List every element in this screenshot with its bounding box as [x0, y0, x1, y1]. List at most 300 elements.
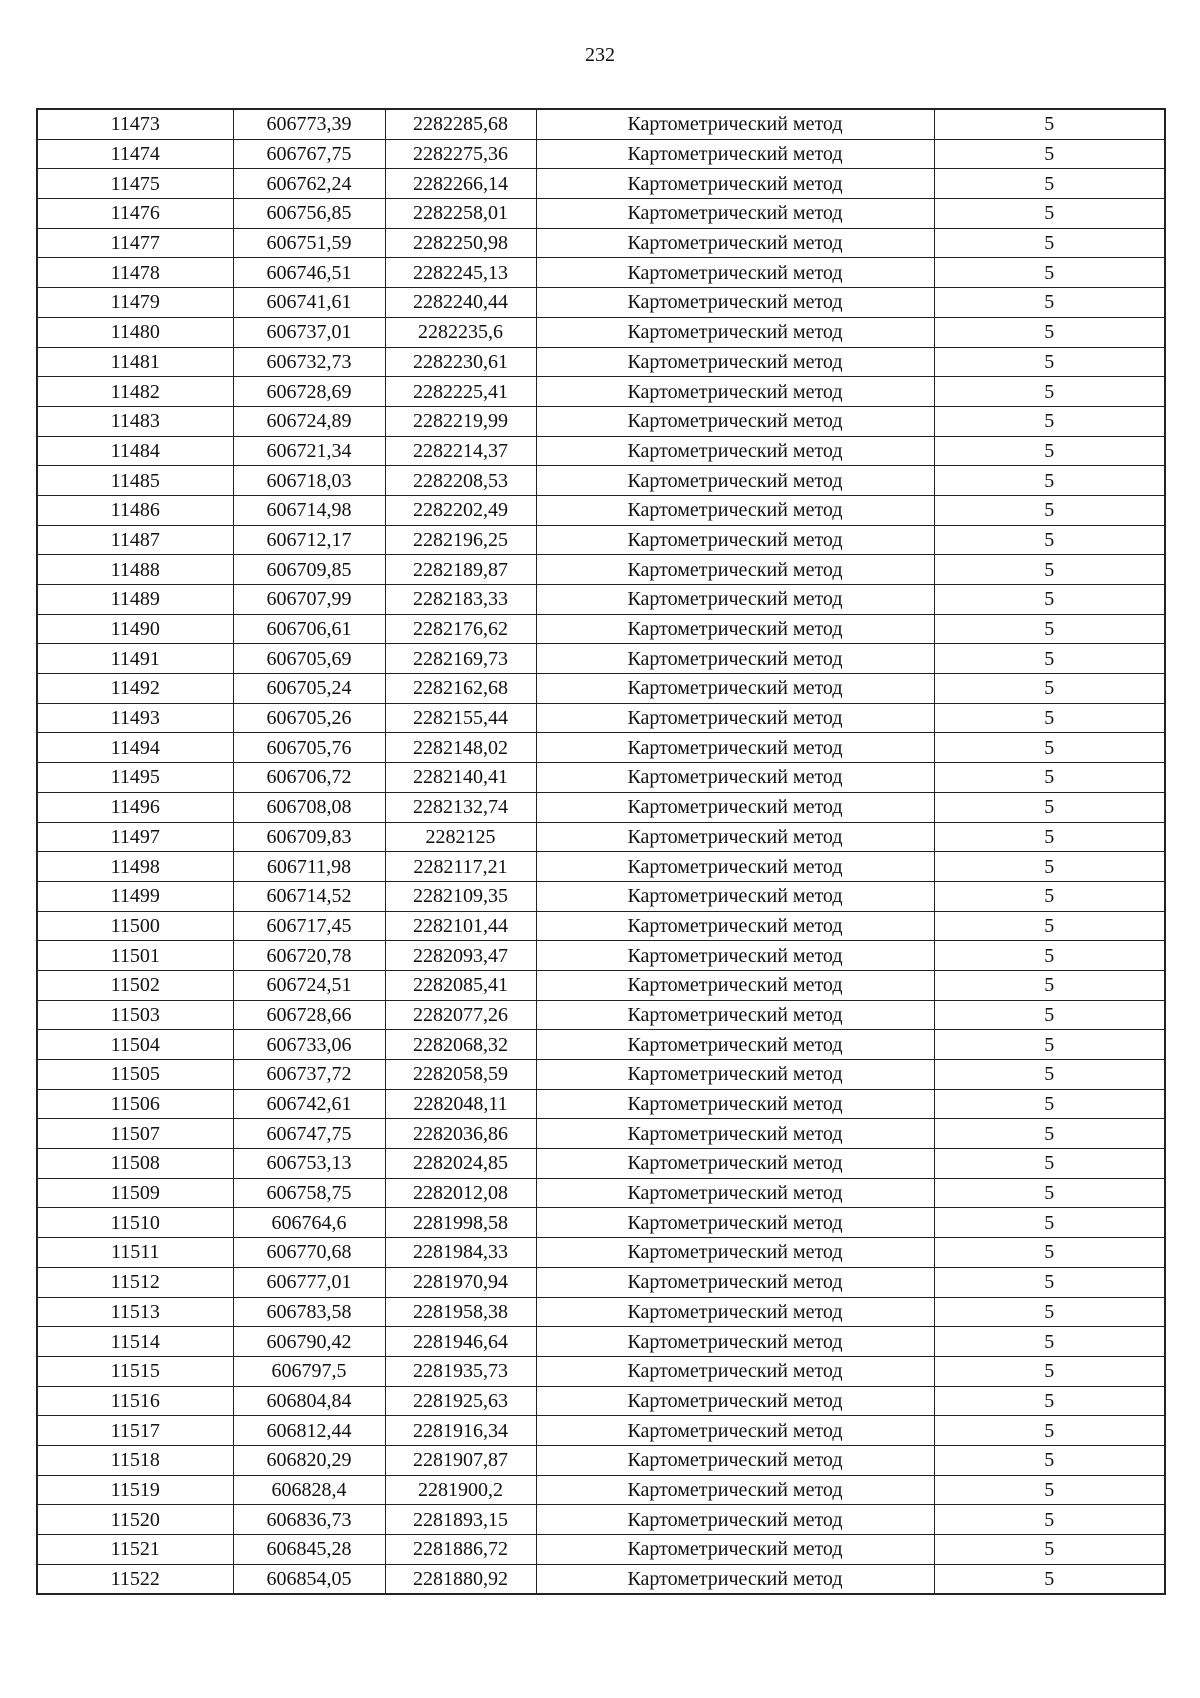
precision-cell: 5 [934, 941, 1165, 971]
table-row [37, 109, 1165, 139]
table-row [37, 1030, 1165, 1060]
y-coordinate-cell: 2282235,6 [385, 317, 536, 347]
table-row [37, 406, 1165, 436]
y-coordinate-cell: 2282189,87 [385, 555, 536, 585]
x-coordinate-cell: 606804,84 [233, 1386, 385, 1416]
x-coordinate-cell: 606747,75 [233, 1119, 385, 1149]
y-coordinate-cell: 2282169,73 [385, 644, 536, 674]
x-coordinate-cell: 606733,06 [233, 1030, 385, 1060]
x-coordinate-cell: 606767,75 [233, 139, 385, 169]
point-number-cell: 11502 [37, 970, 233, 1000]
point-number-cell: 11499 [37, 881, 233, 911]
x-coordinate-cell: 606724,89 [233, 406, 385, 436]
table-row [37, 1327, 1165, 1357]
precision-cell: 5 [934, 406, 1165, 436]
table-row [37, 1297, 1165, 1327]
method-cell: Картометрический метод [536, 109, 934, 139]
method-cell: Картометрический метод [536, 406, 934, 436]
y-coordinate-cell: 2281925,63 [385, 1386, 536, 1416]
point-number-cell: 11478 [37, 258, 233, 288]
method-cell: Картометрический метод [536, 852, 934, 882]
method-cell: Картометрический метод [536, 970, 934, 1000]
x-coordinate-cell: 606790,42 [233, 1327, 385, 1357]
method-cell: Картометрический метод [536, 466, 934, 496]
y-coordinate-cell: 2282230,61 [385, 347, 536, 377]
y-coordinate-cell: 2281998,58 [385, 1208, 536, 1238]
x-coordinate-cell: 606721,34 [233, 436, 385, 466]
method-cell: Картометрический метод [536, 495, 934, 525]
method-cell: Картометрический метод [536, 1208, 934, 1238]
y-coordinate-cell: 2282058,59 [385, 1060, 536, 1090]
table-row [37, 1356, 1165, 1386]
precision-cell: 5 [934, 674, 1165, 704]
point-number-cell: 11515 [37, 1356, 233, 1386]
point-number-cell: 11483 [37, 406, 233, 436]
method-cell: Картометрический метод [536, 1386, 934, 1416]
x-coordinate-cell: 606770,68 [233, 1238, 385, 1268]
point-number-cell: 11490 [37, 614, 233, 644]
point-number-cell: 11482 [37, 377, 233, 407]
precision-cell: 5 [934, 317, 1165, 347]
method-cell: Картометрический метод [536, 377, 934, 407]
method-cell: Картометрический метод [536, 1475, 934, 1505]
y-coordinate-cell: 2282258,01 [385, 199, 536, 229]
y-coordinate-cell: 2281946,64 [385, 1327, 536, 1357]
precision-cell: 5 [934, 377, 1165, 407]
point-number-cell: 11506 [37, 1089, 233, 1119]
method-cell: Картометрический метод [536, 614, 934, 644]
precision-cell: 5 [934, 1030, 1165, 1060]
table-row [37, 1445, 1165, 1475]
x-coordinate-cell: 606741,61 [233, 288, 385, 318]
point-number-cell: 11485 [37, 466, 233, 496]
y-coordinate-cell: 2282148,02 [385, 733, 536, 763]
y-coordinate-cell: 2282155,44 [385, 703, 536, 733]
method-cell: Картометрический метод [536, 911, 934, 941]
y-coordinate-cell: 2282285,68 [385, 109, 536, 139]
y-coordinate-cell: 2281900,2 [385, 1475, 536, 1505]
point-number-cell: 11491 [37, 644, 233, 674]
point-number-cell: 11479 [37, 288, 233, 318]
method-cell: Картометрический метод [536, 228, 934, 258]
method-cell: Картометрический метод [536, 525, 934, 555]
point-number-cell: 11486 [37, 495, 233, 525]
x-coordinate-cell: 606828,4 [233, 1475, 385, 1505]
precision-cell: 5 [934, 1297, 1165, 1327]
table-body [37, 109, 1165, 1594]
point-number-cell: 11514 [37, 1327, 233, 1357]
precision-cell: 5 [934, 1386, 1165, 1416]
method-cell: Картометрический метод [536, 317, 934, 347]
method-cell: Картометрический метод [536, 555, 934, 585]
point-number-cell: 11498 [37, 852, 233, 882]
precision-cell: 5 [934, 228, 1165, 258]
point-number-cell: 11519 [37, 1475, 233, 1505]
table-row [37, 228, 1165, 258]
table-row [37, 555, 1165, 585]
method-cell: Картометрический метод [536, 1564, 934, 1594]
table-row [37, 495, 1165, 525]
table-row [37, 822, 1165, 852]
precision-cell: 5 [934, 911, 1165, 941]
x-coordinate-cell: 606764,6 [233, 1208, 385, 1238]
table-row [37, 644, 1165, 674]
x-coordinate-cell: 606718,03 [233, 466, 385, 496]
point-number-cell: 11496 [37, 792, 233, 822]
precision-cell: 5 [934, 1416, 1165, 1446]
x-coordinate-cell: 606773,39 [233, 109, 385, 139]
point-number-cell: 11509 [37, 1178, 233, 1208]
y-coordinate-cell: 2282196,25 [385, 525, 536, 555]
table-row [37, 1564, 1165, 1594]
x-coordinate-cell: 606797,5 [233, 1356, 385, 1386]
precision-cell: 5 [934, 466, 1165, 496]
y-coordinate-cell: 2282162,68 [385, 674, 536, 704]
method-cell: Картометрический метод [536, 347, 934, 377]
x-coordinate-cell: 606709,85 [233, 555, 385, 585]
method-cell: Картометрический метод [536, 288, 934, 318]
precision-cell: 5 [934, 763, 1165, 793]
method-cell: Картометрический метод [536, 644, 934, 674]
table-row [37, 911, 1165, 941]
point-number-cell: 11513 [37, 1297, 233, 1327]
table-row [37, 1267, 1165, 1297]
x-coordinate-cell: 606845,28 [233, 1535, 385, 1565]
y-coordinate-cell: 2282140,41 [385, 763, 536, 793]
x-coordinate-cell: 606737,01 [233, 317, 385, 347]
table-row [37, 1238, 1165, 1268]
method-cell: Картометрический метод [536, 139, 934, 169]
y-coordinate-cell: 2282101,44 [385, 911, 536, 941]
point-number-cell: 11494 [37, 733, 233, 763]
precision-cell: 5 [934, 495, 1165, 525]
method-cell: Картометрический метод [536, 585, 934, 615]
precision-cell: 5 [934, 585, 1165, 615]
method-cell: Картометрический метод [536, 1149, 934, 1179]
table-row [37, 199, 1165, 229]
precision-cell: 5 [934, 139, 1165, 169]
y-coordinate-cell: 2282132,74 [385, 792, 536, 822]
table-row [37, 1386, 1165, 1416]
table-row [37, 258, 1165, 288]
method-cell: Картометрический метод [536, 1030, 934, 1060]
method-cell: Картометрический метод [536, 199, 934, 229]
method-cell: Картометрический метод [536, 1238, 934, 1268]
point-number-cell: 11508 [37, 1149, 233, 1179]
method-cell: Картометрический метод [536, 1000, 934, 1030]
table-row [37, 1178, 1165, 1208]
x-coordinate-cell: 606724,51 [233, 970, 385, 1000]
point-number-cell: 11488 [37, 555, 233, 585]
point-number-cell: 11495 [37, 763, 233, 793]
table-row [37, 852, 1165, 882]
precision-cell: 5 [934, 436, 1165, 466]
y-coordinate-cell: 2282125 [385, 822, 536, 852]
x-coordinate-cell: 606705,76 [233, 733, 385, 763]
table-row [37, 1208, 1165, 1238]
x-coordinate-cell: 606783,58 [233, 1297, 385, 1327]
precision-cell: 5 [934, 1535, 1165, 1565]
precision-cell: 5 [934, 644, 1165, 674]
point-number-cell: 11522 [37, 1564, 233, 1594]
x-coordinate-cell: 606777,01 [233, 1267, 385, 1297]
page-number: 232 [585, 44, 615, 66]
precision-cell: 5 [934, 1089, 1165, 1119]
method-cell: Картометрический метод [536, 1327, 934, 1357]
x-coordinate-cell: 606705,26 [233, 703, 385, 733]
x-coordinate-cell: 606746,51 [233, 258, 385, 288]
x-coordinate-cell: 606756,85 [233, 199, 385, 229]
y-coordinate-cell: 2282275,36 [385, 139, 536, 169]
x-coordinate-cell: 606720,78 [233, 941, 385, 971]
x-coordinate-cell: 606751,59 [233, 228, 385, 258]
y-coordinate-cell: 2281880,92 [385, 1564, 536, 1594]
precision-cell: 5 [934, 1356, 1165, 1386]
precision-cell: 5 [934, 1119, 1165, 1149]
point-number-cell: 11516 [37, 1386, 233, 1416]
table-row [37, 1416, 1165, 1446]
table-row [37, 614, 1165, 644]
x-coordinate-cell: 606812,44 [233, 1416, 385, 1446]
y-coordinate-cell: 2281893,15 [385, 1505, 536, 1535]
y-coordinate-cell: 2282250,98 [385, 228, 536, 258]
table-row [37, 674, 1165, 704]
precision-cell: 5 [934, 614, 1165, 644]
precision-cell: 5 [934, 199, 1165, 229]
point-number-cell: 11511 [37, 1238, 233, 1268]
point-number-cell: 11484 [37, 436, 233, 466]
precision-cell: 5 [934, 347, 1165, 377]
table-row [37, 139, 1165, 169]
y-coordinate-cell: 2282068,32 [385, 1030, 536, 1060]
precision-cell: 5 [934, 1267, 1165, 1297]
table-row [37, 377, 1165, 407]
precision-cell: 5 [934, 1445, 1165, 1475]
method-cell: Картометрический метод [536, 1060, 934, 1090]
method-cell: Картометрический метод [536, 674, 934, 704]
precision-cell: 5 [934, 970, 1165, 1000]
method-cell: Картометрический метод [536, 1089, 934, 1119]
precision-cell: 5 [934, 109, 1165, 139]
table-row [37, 941, 1165, 971]
precision-cell: 5 [934, 1178, 1165, 1208]
table-row [37, 703, 1165, 733]
point-number-cell: 11517 [37, 1416, 233, 1446]
precision-cell: 5 [934, 703, 1165, 733]
point-number-cell: 11489 [37, 585, 233, 615]
precision-cell: 5 [934, 169, 1165, 199]
x-coordinate-cell: 606758,75 [233, 1178, 385, 1208]
table-row [37, 347, 1165, 377]
method-cell: Картометрический метод [536, 1297, 934, 1327]
x-coordinate-cell: 606742,61 [233, 1089, 385, 1119]
y-coordinate-cell: 2282109,35 [385, 881, 536, 911]
x-coordinate-cell: 606707,99 [233, 585, 385, 615]
method-cell: Картометрический метод [536, 1505, 934, 1535]
y-coordinate-cell: 2282024,85 [385, 1149, 536, 1179]
y-coordinate-cell: 2282036,86 [385, 1119, 536, 1149]
point-number-cell: 11510 [37, 1208, 233, 1238]
x-coordinate-cell: 606854,05 [233, 1564, 385, 1594]
y-coordinate-cell: 2281984,33 [385, 1238, 536, 1268]
precision-cell: 5 [934, 792, 1165, 822]
coordinates-table [36, 108, 1166, 1595]
table-row [37, 317, 1165, 347]
x-coordinate-cell: 606762,24 [233, 169, 385, 199]
x-coordinate-cell: 606732,73 [233, 347, 385, 377]
table-row [37, 1060, 1165, 1090]
method-cell: Картометрический метод [536, 792, 934, 822]
x-coordinate-cell: 606709,83 [233, 822, 385, 852]
x-coordinate-cell: 606717,45 [233, 911, 385, 941]
x-coordinate-cell: 606706,72 [233, 763, 385, 793]
table-row [37, 1149, 1165, 1179]
precision-cell: 5 [934, 1327, 1165, 1357]
x-coordinate-cell: 606836,73 [233, 1505, 385, 1535]
method-cell: Картометрический метод [536, 169, 934, 199]
table-row [37, 881, 1165, 911]
method-cell: Картометрический метод [536, 1416, 934, 1446]
precision-cell: 5 [934, 733, 1165, 763]
point-number-cell: 11501 [37, 941, 233, 971]
method-cell: Картометрический метод [536, 763, 934, 793]
y-coordinate-cell: 2282093,47 [385, 941, 536, 971]
table-row [37, 970, 1165, 1000]
table-row [37, 1475, 1165, 1505]
precision-cell: 5 [934, 1475, 1165, 1505]
precision-cell: 5 [934, 525, 1165, 555]
y-coordinate-cell: 2282208,53 [385, 466, 536, 496]
precision-cell: 5 [934, 1208, 1165, 1238]
y-coordinate-cell: 2282085,41 [385, 970, 536, 1000]
x-coordinate-cell: 606711,98 [233, 852, 385, 882]
precision-cell: 5 [934, 258, 1165, 288]
precision-cell: 5 [934, 1149, 1165, 1179]
table-row [37, 792, 1165, 822]
table-row [37, 466, 1165, 496]
point-number-cell: 11481 [37, 347, 233, 377]
point-number-cell: 11504 [37, 1030, 233, 1060]
x-coordinate-cell: 606737,72 [233, 1060, 385, 1090]
table-row [37, 1505, 1165, 1535]
method-cell: Картометрический метод [536, 1267, 934, 1297]
y-coordinate-cell: 2282202,49 [385, 495, 536, 525]
method-cell: Картометрический метод [536, 941, 934, 971]
table-row [37, 1535, 1165, 1565]
y-coordinate-cell: 2281916,34 [385, 1416, 536, 1446]
point-number-cell: 11492 [37, 674, 233, 704]
y-coordinate-cell: 2282245,13 [385, 258, 536, 288]
x-coordinate-cell: 606705,24 [233, 674, 385, 704]
point-number-cell: 11512 [37, 1267, 233, 1297]
method-cell: Картометрический метод [536, 1445, 934, 1475]
y-coordinate-cell: 2282012,08 [385, 1178, 536, 1208]
y-coordinate-cell: 2282077,26 [385, 1000, 536, 1030]
y-coordinate-cell: 2282117,21 [385, 852, 536, 882]
precision-cell: 5 [934, 555, 1165, 585]
point-number-cell: 11497 [37, 822, 233, 852]
precision-cell: 5 [934, 1238, 1165, 1268]
precision-cell: 5 [934, 1000, 1165, 1030]
y-coordinate-cell: 2282225,41 [385, 377, 536, 407]
method-cell: Картометрический метод [536, 1535, 934, 1565]
method-cell: Картометрический метод [536, 733, 934, 763]
method-cell: Картометрический метод [536, 258, 934, 288]
x-coordinate-cell: 606712,17 [233, 525, 385, 555]
y-coordinate-cell: 2282214,37 [385, 436, 536, 466]
table-row [37, 1119, 1165, 1149]
x-coordinate-cell: 606728,69 [233, 377, 385, 407]
x-coordinate-cell: 606714,52 [233, 881, 385, 911]
point-number-cell: 11520 [37, 1505, 233, 1535]
method-cell: Картометрический метод [536, 822, 934, 852]
precision-cell: 5 [934, 852, 1165, 882]
point-number-cell: 11475 [37, 169, 233, 199]
precision-cell: 5 [934, 822, 1165, 852]
y-coordinate-cell: 2281907,87 [385, 1445, 536, 1475]
table-row [37, 1000, 1165, 1030]
point-number-cell: 11503 [37, 1000, 233, 1030]
y-coordinate-cell: 2281886,72 [385, 1535, 536, 1565]
point-number-cell: 11505 [37, 1060, 233, 1090]
point-number-cell: 11521 [37, 1535, 233, 1565]
table-row [37, 585, 1165, 615]
table-row [37, 763, 1165, 793]
x-coordinate-cell: 606753,13 [233, 1149, 385, 1179]
table-row [37, 733, 1165, 763]
method-cell: Картометрический метод [536, 1119, 934, 1149]
x-coordinate-cell: 606705,69 [233, 644, 385, 674]
y-coordinate-cell: 2282266,14 [385, 169, 536, 199]
point-number-cell: 11507 [37, 1119, 233, 1149]
method-cell: Картометрический метод [536, 436, 934, 466]
y-coordinate-cell: 2282183,33 [385, 585, 536, 615]
table-row [37, 288, 1165, 318]
point-number-cell: 11480 [37, 317, 233, 347]
table-row [37, 436, 1165, 466]
point-number-cell: 11473 [37, 109, 233, 139]
method-cell: Картометрический метод [536, 1178, 934, 1208]
precision-cell: 5 [934, 881, 1165, 911]
y-coordinate-cell: 2282240,44 [385, 288, 536, 318]
y-coordinate-cell: 2281958,38 [385, 1297, 536, 1327]
point-number-cell: 11487 [37, 525, 233, 555]
y-coordinate-cell: 2282219,99 [385, 406, 536, 436]
x-coordinate-cell: 606714,98 [233, 495, 385, 525]
point-number-cell: 11500 [37, 911, 233, 941]
x-coordinate-cell: 606706,61 [233, 614, 385, 644]
table-row [37, 1089, 1165, 1119]
method-cell: Картометрический метод [536, 881, 934, 911]
y-coordinate-cell: 2281970,94 [385, 1267, 536, 1297]
x-coordinate-cell: 606820,29 [233, 1445, 385, 1475]
y-coordinate-cell: 2281935,73 [385, 1356, 536, 1386]
point-number-cell: 11477 [37, 228, 233, 258]
precision-cell: 5 [934, 1564, 1165, 1594]
y-coordinate-cell: 2282048,11 [385, 1089, 536, 1119]
method-cell: Картометрический метод [536, 703, 934, 733]
precision-cell: 5 [934, 1505, 1165, 1535]
table-row [37, 169, 1165, 199]
precision-cell: 5 [934, 1060, 1165, 1090]
method-cell: Картометрический метод [536, 1356, 934, 1386]
table-row [37, 525, 1165, 555]
precision-cell: 5 [934, 288, 1165, 318]
point-number-cell: 11476 [37, 199, 233, 229]
y-coordinate-cell: 2282176,62 [385, 614, 536, 644]
x-coordinate-cell: 606728,66 [233, 1000, 385, 1030]
point-number-cell: 11518 [37, 1445, 233, 1475]
